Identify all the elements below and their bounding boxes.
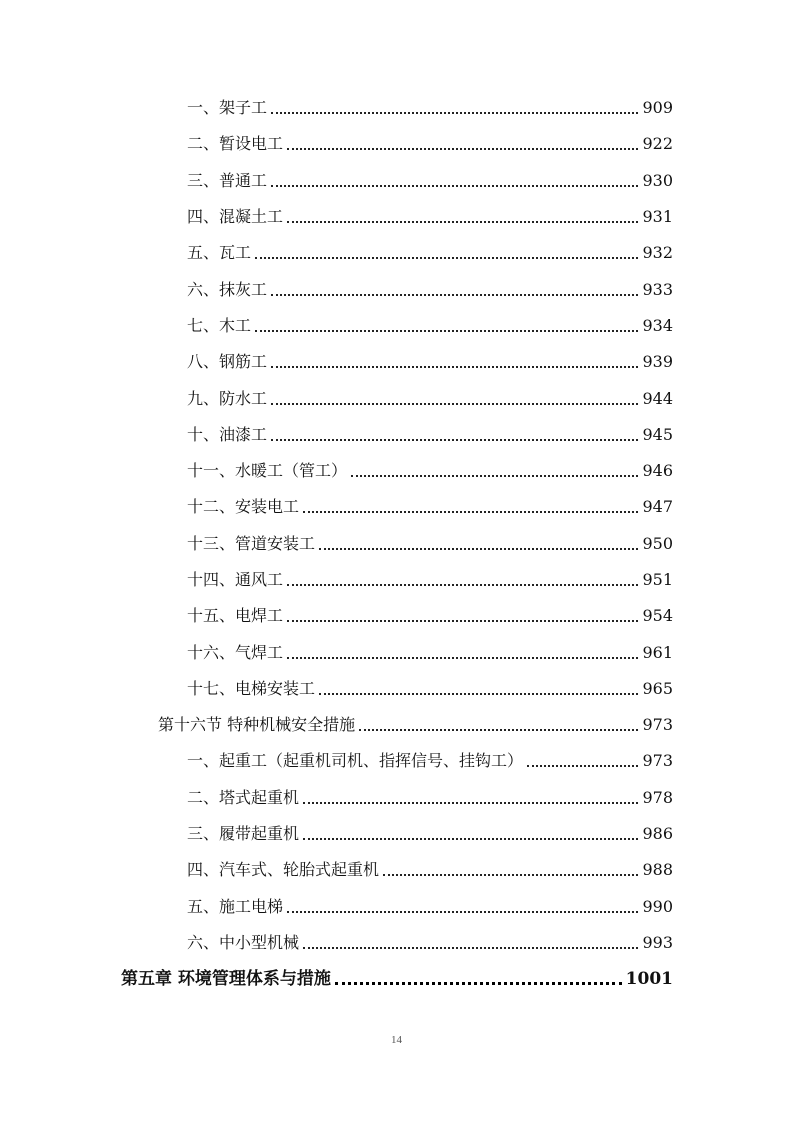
- toc-entry-label: 第十六节 特种机械安全措施: [158, 715, 356, 735]
- toc-entry-label: 二、暂设电工: [187, 134, 284, 154]
- toc-entry-page: 973: [642, 715, 673, 735]
- toc-entry-label: 六、中小型机械: [187, 932, 300, 952]
- table-of-contents: [0, 90, 793, 997]
- dot-leader: [255, 318, 638, 334]
- toc-entry[interactable]: [0, 453, 673, 489]
- toc-entry-label: 十一、水暖工（管工）: [187, 461, 348, 481]
- dot-leader: [271, 354, 638, 370]
- toc-entry-label: 四、汽车式、轮胎式起重机: [187, 860, 380, 880]
- toc-entry-label: 十、油漆工: [187, 424, 268, 444]
- toc-entry[interactable]: [0, 380, 673, 416]
- toc-entry-page: 973: [642, 751, 673, 771]
- toc-entry[interactable]: [0, 634, 673, 670]
- dot-leader: [287, 645, 638, 661]
- dot-leader: [303, 935, 638, 951]
- dot-leader: [255, 245, 638, 261]
- toc-entry[interactable]: [0, 417, 673, 453]
- dot-leader: [271, 427, 638, 443]
- dot-leader: [287, 209, 638, 225]
- toc-entry[interactable]: [0, 199, 673, 235]
- dot-leader: [287, 899, 638, 915]
- toc-entry-label: 一、起重工（起重机司机、指挥信号、挂钩工）: [187, 751, 524, 771]
- toc-entry-label: 八、钢筋工: [187, 352, 268, 372]
- toc-entry-label: 二、塔式起重机: [187, 787, 300, 807]
- dot-leader: [287, 136, 638, 152]
- toc-entry-page: 922: [642, 134, 673, 154]
- toc-entry-page: 931: [642, 207, 673, 227]
- toc-entry-label: 十四、通风工: [187, 570, 284, 589]
- toc-entry[interactable]: [0, 852, 673, 888]
- toc-entry-page: 950: [642, 533, 673, 553]
- dot-leader: [303, 790, 638, 806]
- toc-entry[interactable]: [0, 271, 673, 307]
- toc-entry[interactable]: [0, 598, 673, 634]
- dot-leader: [335, 971, 622, 987]
- toc-entry[interactable]: [0, 308, 673, 344]
- toc-entry-page: 978: [642, 787, 673, 807]
- toc-entry-label: 第五章 环境管理体系与措施: [121, 968, 331, 989]
- toc-entry[interactable]: [0, 163, 673, 199]
- toc-entry-page: 909: [642, 98, 673, 118]
- toc-entry-page: 945: [642, 424, 673, 444]
- dot-leader: [271, 282, 638, 298]
- toc-entry-page: 944: [642, 388, 673, 408]
- toc-entry-label: 三、普通工: [187, 170, 268, 190]
- toc-entry-page: 951: [642, 570, 673, 589]
- toc-entry[interactable]: [0, 126, 673, 162]
- toc-entry-page: 986: [642, 824, 673, 844]
- dot-leader: [319, 536, 638, 552]
- dot-leader: [271, 391, 638, 407]
- toc-entry-label: 十二、安装电工: [187, 497, 300, 517]
- toc-entry-label: 四、混凝土工: [187, 207, 284, 227]
- toc-entry-label: 十五、电焊工: [187, 606, 284, 626]
- dot-leader: [271, 100, 638, 116]
- dot-leader: [303, 826, 638, 842]
- dot-leader: [359, 717, 638, 733]
- toc-entry-label: 六、抹灰工: [187, 279, 268, 299]
- toc-entry-page: 988: [642, 860, 673, 880]
- toc-entry[interactable]: [0, 780, 673, 816]
- toc-entry[interactable]: [0, 671, 673, 707]
- toc-entry-label: 三、履带起重机: [187, 824, 300, 844]
- toc-entry-label: 五、瓦工: [187, 243, 252, 263]
- toc-entry[interactable]: [0, 90, 673, 126]
- dot-leader: [271, 173, 638, 189]
- dot-leader: [319, 681, 638, 697]
- toc-entry-label: 九、防水工: [187, 388, 268, 408]
- toc-entry-page: 947: [642, 497, 673, 517]
- toc-entry-page: 934: [642, 315, 673, 335]
- dot-leader: [383, 862, 638, 878]
- dot-leader: [527, 753, 638, 769]
- toc-entry[interactable]: [0, 889, 673, 925]
- toc-entry-page: 961: [642, 642, 673, 662]
- toc-entry[interactable]: [0, 489, 673, 525]
- page-number: 14: [391, 1034, 402, 1046]
- toc-entry-page: 946: [642, 461, 673, 481]
- dot-leader: [303, 499, 638, 515]
- toc-entry-label: 十六、气焊工: [187, 642, 284, 662]
- toc-entry-label: 十三、管道安装工: [187, 533, 316, 553]
- toc-section-entry[interactable]: [0, 707, 673, 743]
- dot-leader: [351, 463, 638, 479]
- toc-entry-page: 993: [642, 932, 673, 952]
- toc-entry-page: 965: [642, 678, 673, 698]
- toc-entry[interactable]: [0, 235, 673, 271]
- toc-entry-page: 932: [642, 243, 673, 263]
- toc-entry[interactable]: [0, 816, 673, 852]
- toc-entry[interactable]: [0, 526, 673, 562]
- toc-entry-page: 939: [642, 352, 673, 372]
- toc-entry-label: 七、木工: [187, 315, 252, 335]
- toc-entry[interactable]: [0, 743, 673, 779]
- toc-entry-page: 930: [642, 170, 673, 190]
- toc-entry-page: 954: [642, 606, 673, 626]
- dot-leader: [287, 572, 638, 588]
- toc-entry[interactable]: [0, 562, 673, 598]
- toc-entry-label: 五、施工电梯: [187, 896, 284, 916]
- toc-entry-page: 933: [642, 279, 673, 299]
- dot-leader: [287, 608, 638, 624]
- toc-chapter-entry[interactable]: [0, 961, 673, 997]
- toc-entry-label: 一、架子工: [187, 98, 268, 118]
- toc-entry[interactable]: [0, 925, 673, 961]
- toc-entry[interactable]: [0, 344, 673, 380]
- toc-entry-page: 990: [642, 896, 673, 916]
- toc-entry-label: 十七、电梯安装工: [187, 678, 316, 698]
- toc-entry-page: 1001: [625, 968, 673, 989]
